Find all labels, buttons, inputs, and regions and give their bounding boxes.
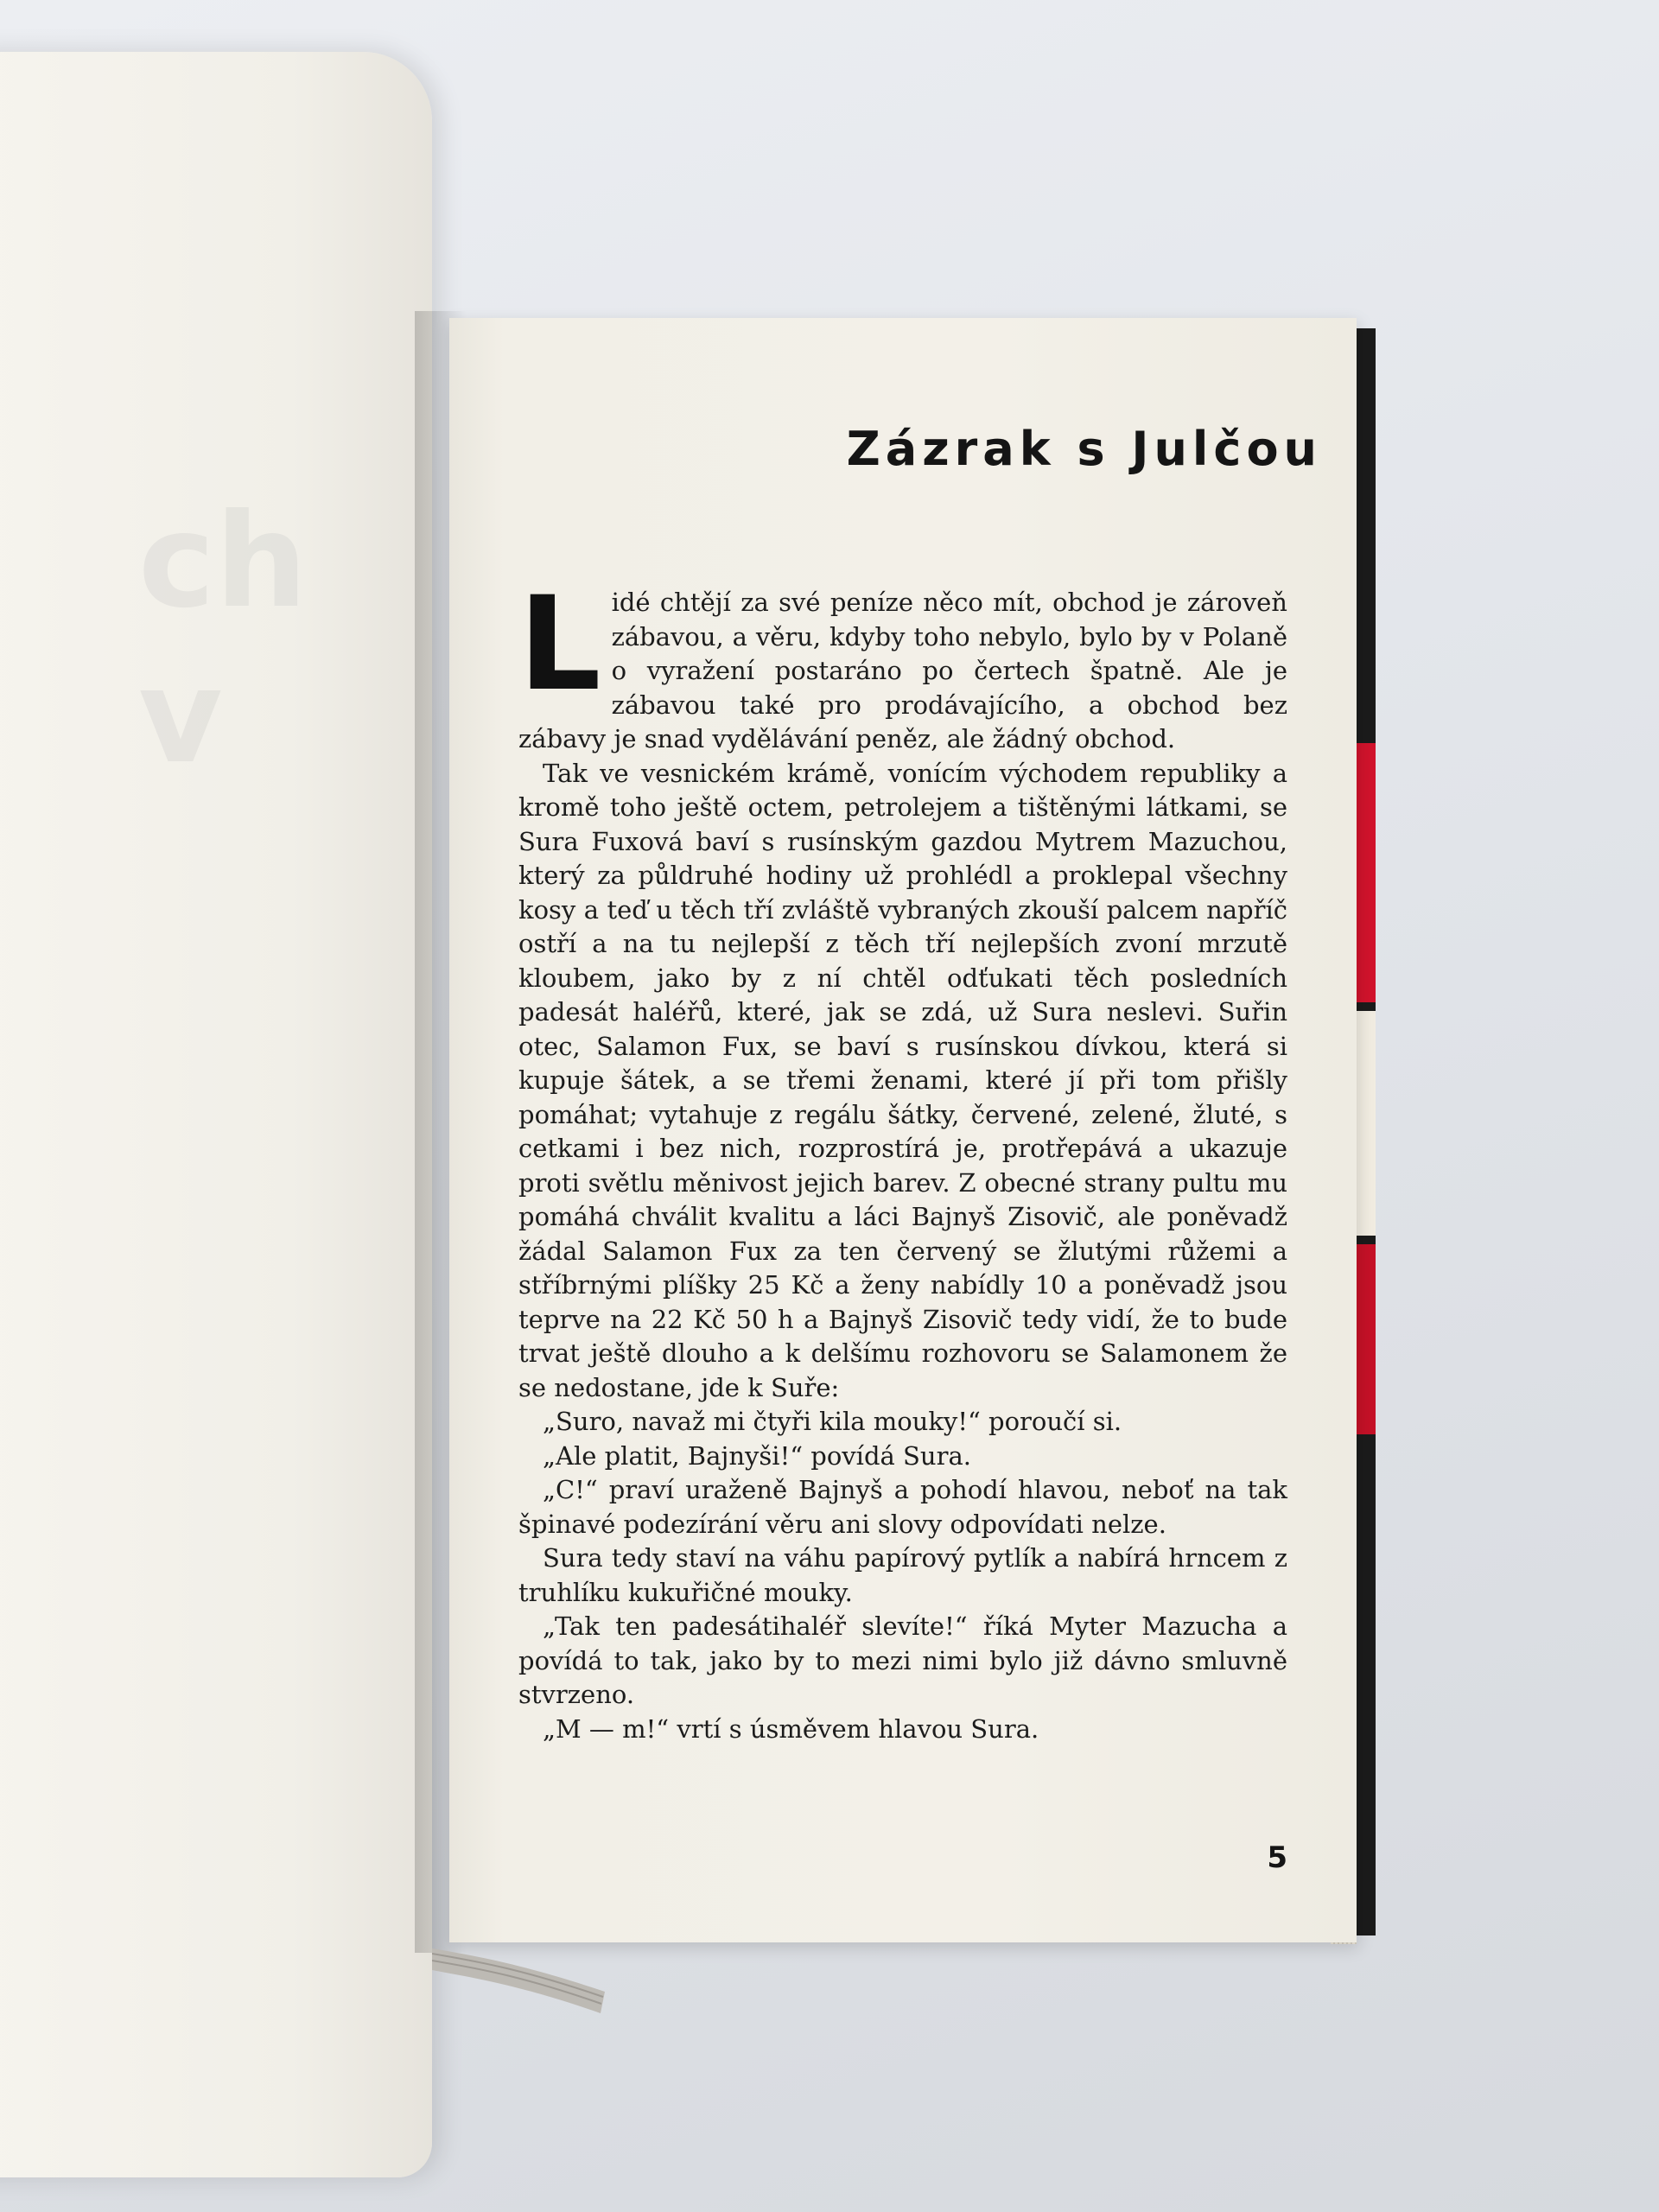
chapter-title: Zázrak s Julčou bbox=[846, 422, 1322, 476]
bookmark-ribbon bbox=[432, 1940, 605, 2018]
right-page bbox=[449, 318, 1357, 1942]
paragraph-4: „Ale platit, Bajnyši!“ povídá Sura. bbox=[543, 1440, 971, 1471]
paragraph-1: Lidé chtějí za své peníze něco mít, obchod je zároveň zábavou, a věru, kdyby toho nebylo, bylo by v Polaně o vyražení postaráno po čertech špatně. Ale je zábavou také pro prodávajícího, a obchod bez zábavy je snad vydělávání peněz, ale žádný obchod. bbox=[518, 569, 1287, 753]
drop-cap: L bbox=[518, 569, 601, 720]
cover-red-stripe bbox=[1355, 743, 1376, 1002]
left-page-bleedthrough: ch v bbox=[138, 486, 308, 792]
left-page bbox=[0, 52, 432, 2177]
paragraph-3: „Suro, navaž mi čtyři kila mouky!“ poroučí si. bbox=[543, 1407, 1122, 1436]
paragraph-6: Sura tedy staví na váhu papírový pytlík a nabírá hrncem z truhlíku kukuřičné mouky. bbox=[518, 1543, 1287, 1607]
cover-white-stripe bbox=[1355, 1011, 1376, 1236]
chapter-text bbox=[518, 569, 1287, 1746]
paragraph-8: „M — m!“ vrtí s úsměvem hlavou Sura. bbox=[543, 1713, 1039, 1744]
cover-red-stripe-lower bbox=[1355, 1244, 1376, 1434]
page-number: 5 bbox=[1267, 1840, 1287, 1875]
paragraph-2: Tak ve vesnickém krámě, vonícím východem republiky a kromě toho ještě octem, petrolejem a tištěnými látkami, se Sura Fuxová baví s rusínským gazdou Mytrem Mazuchou, který za půldruhé hodiny už prohlédl a proklepal všechny kosy a teď u těch tří zvláště vybraných zkouší palcem napříč ostří a na tu nejlepší z těch tří nejlepších zvoní mrzutě kloubem, jako by z ní chtěl odťukati těch posledních padesát haléřů, které, jak se zdá, už Sura neslevi. Suřin otec, Salamon Fux, se baví s rusínskou dívkou, která si kupuje šátek, a se třemi ženami, které jí při tom přišly pomáhat; vytahuje z regálu šátky, červené, zelené, žluté, s cetkami i bez nich, rozprostírá je, protřepává a ukazuje proti světlu měnivost jejich barev. Z obecné strany pultu mu pomáhá chválit kvalitu a láci Bajnyš Zisovič, ale poněvadž žádal Salamon Fux za ten červený se žlutými růžemi a stříbrnými plíšky 25 Kč a ženy nabídly 10 a poněvadž jsou teprve na 22 Kč 50 h a Bajnyš Zisovič tedy vidí, že to bude trvat ještě dlouho a k delšímu rozhovoru se Salamonem že se nedostane, jde k Suře: bbox=[518, 758, 1287, 1402]
paragraph-7: „Tak ten padesátihaléř slevíte!“ říká Myter Mazucha a povídá to tak, jako by to mezi nimi bylo již dávno smluvně stvrzeno. bbox=[518, 1611, 1287, 1709]
paragraph-5: „C!“ praví uraženě Bajnyš a pohodí hlavou, neboť na tak špinavé podezírání věru ani slovy odpovídati nelze. bbox=[518, 1475, 1287, 1539]
